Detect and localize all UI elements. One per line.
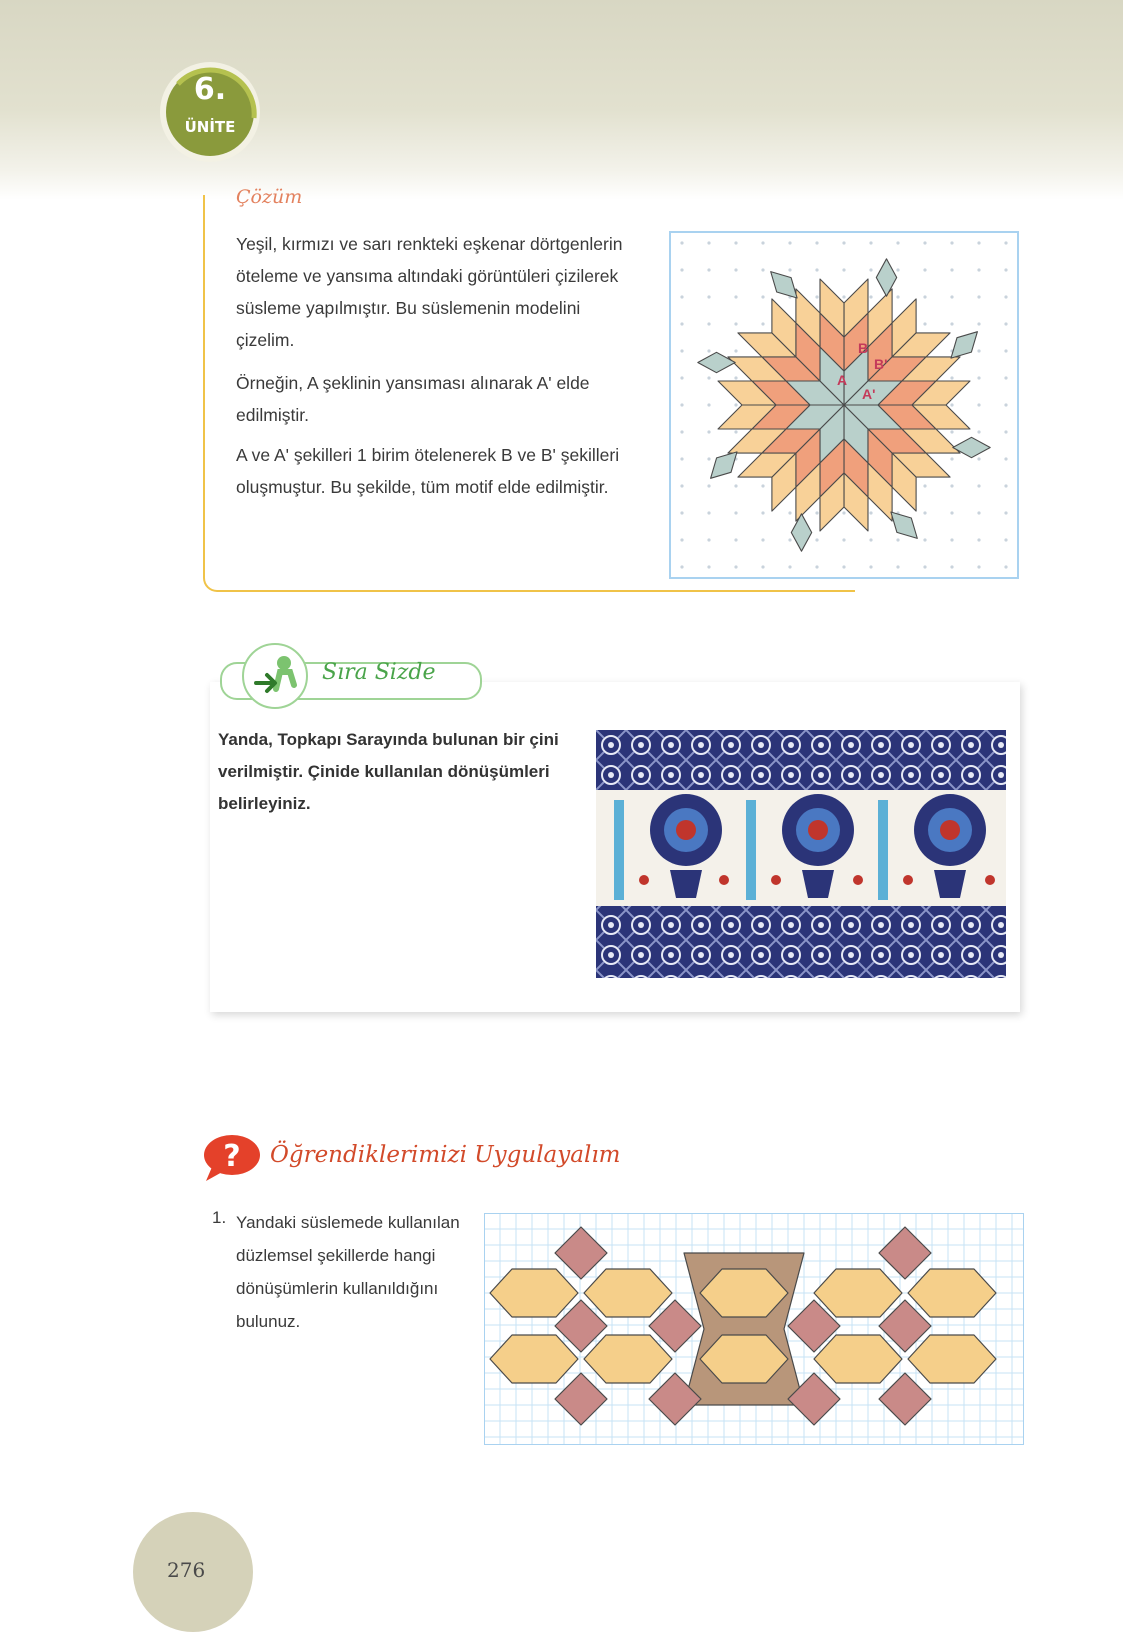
practice-title: Öğrendiklerimizi Uygulayalım [270, 1142, 621, 1168]
solution-paragraph-3: A ve A' şekilleri 1 birim ötelenerek B ve B' şekilleri oluşmuştur. Bu şekilde, tüm motif elde edilmiştir. [236, 445, 620, 497]
unit-number: 6. [193, 72, 227, 107]
label-a: A [837, 372, 848, 388]
star-tessellation-figure [668, 230, 1020, 580]
your-turn-title: Sıra Sizde [322, 660, 436, 685]
label-b-prime: B' [874, 356, 888, 372]
label-b: B [858, 340, 869, 356]
your-turn-text: Yanda, Topkapı Sarayında bulunan bir çini verilmiştir. Çinide kullanılan dönüşümleri belirleyiniz. [218, 730, 559, 813]
people-arrow-icon [242, 643, 308, 709]
page-number: 276 [167, 1558, 206, 1582]
solution-paragraph-2: Örneğin, A şeklinin yansıması alınarak A' elde edilmiştir. [236, 373, 590, 425]
question-bubble-icon [202, 1133, 262, 1183]
question-text: Yandaki süslemede kullanılan düzlemsel şekillerde hangi dönüşümlerin kullanıldığını bulunuz. [236, 1213, 460, 1331]
solution-paragraph-1: Yeşil, kırmızı ve sarı renkteki eşkenar dörtgenlerin öteleme ve yansıma altındaki görüntüleri çizilerek süsleme yapılmıştır. Bu süslemenin modelini çizelim. [236, 234, 623, 350]
tessellation-grid-figure [484, 1213, 1024, 1445]
unit-label: ÜNİTE [184, 118, 236, 136]
label-a-prime: A' [862, 386, 876, 402]
svg-text:?: ? [223, 1139, 241, 1174]
tile-photo [596, 730, 1006, 978]
solution-title: Çözüm [236, 186, 303, 208]
question-number: 1. [212, 1208, 227, 1227]
